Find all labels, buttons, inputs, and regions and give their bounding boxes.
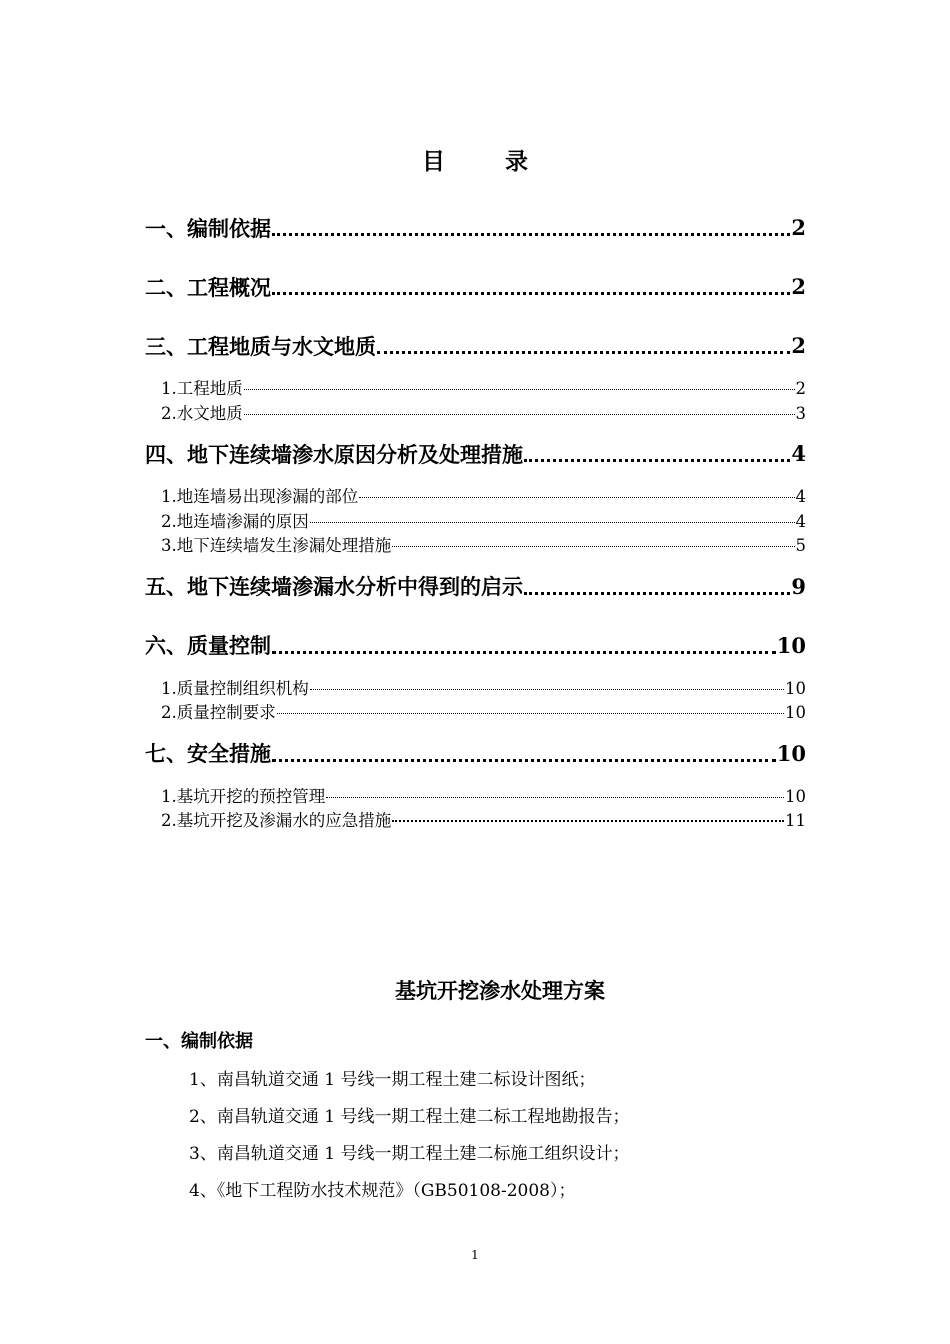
toc-subentry-label: 2.水文地质 — [161, 403, 243, 423]
toc-subentry-label: 1.地连墙易出现渗漏的部位 — [161, 487, 359, 506]
toc-subentry[interactable] — [145, 699, 806, 724]
toc-entry-page: 2 — [791, 274, 806, 299]
toc-subentry-page: 4 — [795, 487, 806, 506]
toc-entry[interactable] — [145, 424, 806, 483]
dot-leader — [310, 689, 784, 690]
dot-leader — [310, 522, 795, 523]
dot-leader — [272, 233, 790, 236]
reference-item: 1、南昌轨道交通 1 号线一期工程土建二标设计图纸； — [189, 1070, 596, 1090]
dot-leader — [377, 351, 790, 354]
toc-entry[interactable] — [145, 198, 806, 257]
page-number: 1 — [471, 1248, 479, 1262]
toc-entry-page: 2 — [791, 333, 806, 358]
dot-leader — [359, 497, 794, 498]
toc-entry[interactable] — [145, 557, 806, 616]
toc-entry-page: 10 — [776, 740, 806, 766]
toc-subentry-label: 3.地下连续墙发生渗漏处理措施 — [161, 536, 392, 555]
dot-leader — [272, 292, 790, 295]
toc-subentry-page: 10 — [785, 703, 806, 722]
toc-entry[interactable] — [145, 257, 806, 316]
dot-leader — [277, 713, 784, 714]
toc-subentry[interactable] — [145, 675, 806, 700]
toc-subentry[interactable] — [145, 375, 806, 400]
reference-item: 2、南昌轨道交通 1 号线一期工程土建二标工程地勘报告； — [189, 1107, 630, 1127]
toc-subentry-label: 2.地连墙渗漏的原因 — [161, 511, 309, 531]
toc-entry-label: 七、安全措施 — [145, 741, 271, 766]
toc-subentry[interactable] — [145, 783, 806, 808]
toc-subentry-label: 1.质量控制组织机构 — [161, 678, 309, 698]
toc-subentry-page: 3 — [795, 403, 806, 423]
toc-title: 目录 — [422, 148, 588, 175]
dot-leader — [392, 546, 794, 547]
dot-leader — [524, 459, 790, 462]
toc-entry-page: 4 — [791, 441, 806, 466]
toc-subentry-page: 11 — [785, 811, 806, 830]
document-title: 基坑开挖渗水处理方案 — [395, 978, 605, 1003]
toc-entry-label: 一、编制依据 — [145, 215, 271, 241]
toc-entry-label: 五、地下连续墙渗漏水分析中得到的启示 — [145, 574, 523, 599]
toc-subentry[interactable] — [145, 483, 806, 508]
dot-leader — [326, 797, 784, 798]
table-of-contents — [145, 198, 806, 832]
toc-entry-page: 2 — [791, 215, 806, 240]
reference-list — [189, 1067, 629, 1215]
section-heading: 一、编制依据 — [145, 1031, 253, 1052]
reference-item: 4、《地下工程防水技术规范》（GB50108-2008）； — [189, 1181, 576, 1201]
toc-subentry-label: 2.基坑开挖及渗漏水的应急措施 — [161, 811, 392, 830]
toc-subentry-page: 5 — [795, 536, 806, 555]
toc-entry-label: 三、工程地质与水文地质 — [145, 333, 376, 359]
toc-entry-page: 10 — [776, 632, 806, 658]
toc-entry-label: 六、质量控制 — [145, 633, 271, 658]
toc-subentry-page: 2 — [795, 379, 806, 398]
toc-entry[interactable] — [145, 316, 806, 375]
dot-leader — [272, 759, 776, 762]
toc-subentry-label: 1.基坑开挖的预控管理 — [161, 786, 326, 806]
toc-subentry[interactable] — [145, 508, 806, 533]
toc-entry-page: 9 — [791, 573, 806, 599]
toc-subentry-page: 10 — [785, 678, 806, 698]
toc-entry[interactable] — [145, 616, 806, 675]
dot-leader — [244, 414, 795, 415]
dot-leader — [392, 820, 784, 822]
dot-leader — [244, 389, 795, 390]
toc-subentry-label: 2.质量控制要求 — [161, 703, 276, 722]
dot-leader — [272, 651, 776, 654]
toc-subentry[interactable] — [145, 807, 806, 832]
toc-subentry-page: 4 — [795, 511, 806, 531]
toc-entry-label: 二、工程概况 — [145, 274, 271, 300]
toc-subentry-page: 10 — [785, 786, 806, 806]
dot-leader — [524, 592, 790, 595]
toc-subentry-label: 1.工程地质 — [161, 379, 243, 398]
reference-item: 3、南昌轨道交通 1 号线一期工程土建二标施工组织设计； — [189, 1144, 630, 1164]
toc-entry-label: 四、地下连续墙渗水原因分析及处理措施 — [145, 441, 523, 467]
toc-entry[interactable] — [145, 724, 806, 783]
toc-subentry[interactable] — [145, 400, 806, 425]
toc-subentry[interactable] — [145, 532, 806, 557]
